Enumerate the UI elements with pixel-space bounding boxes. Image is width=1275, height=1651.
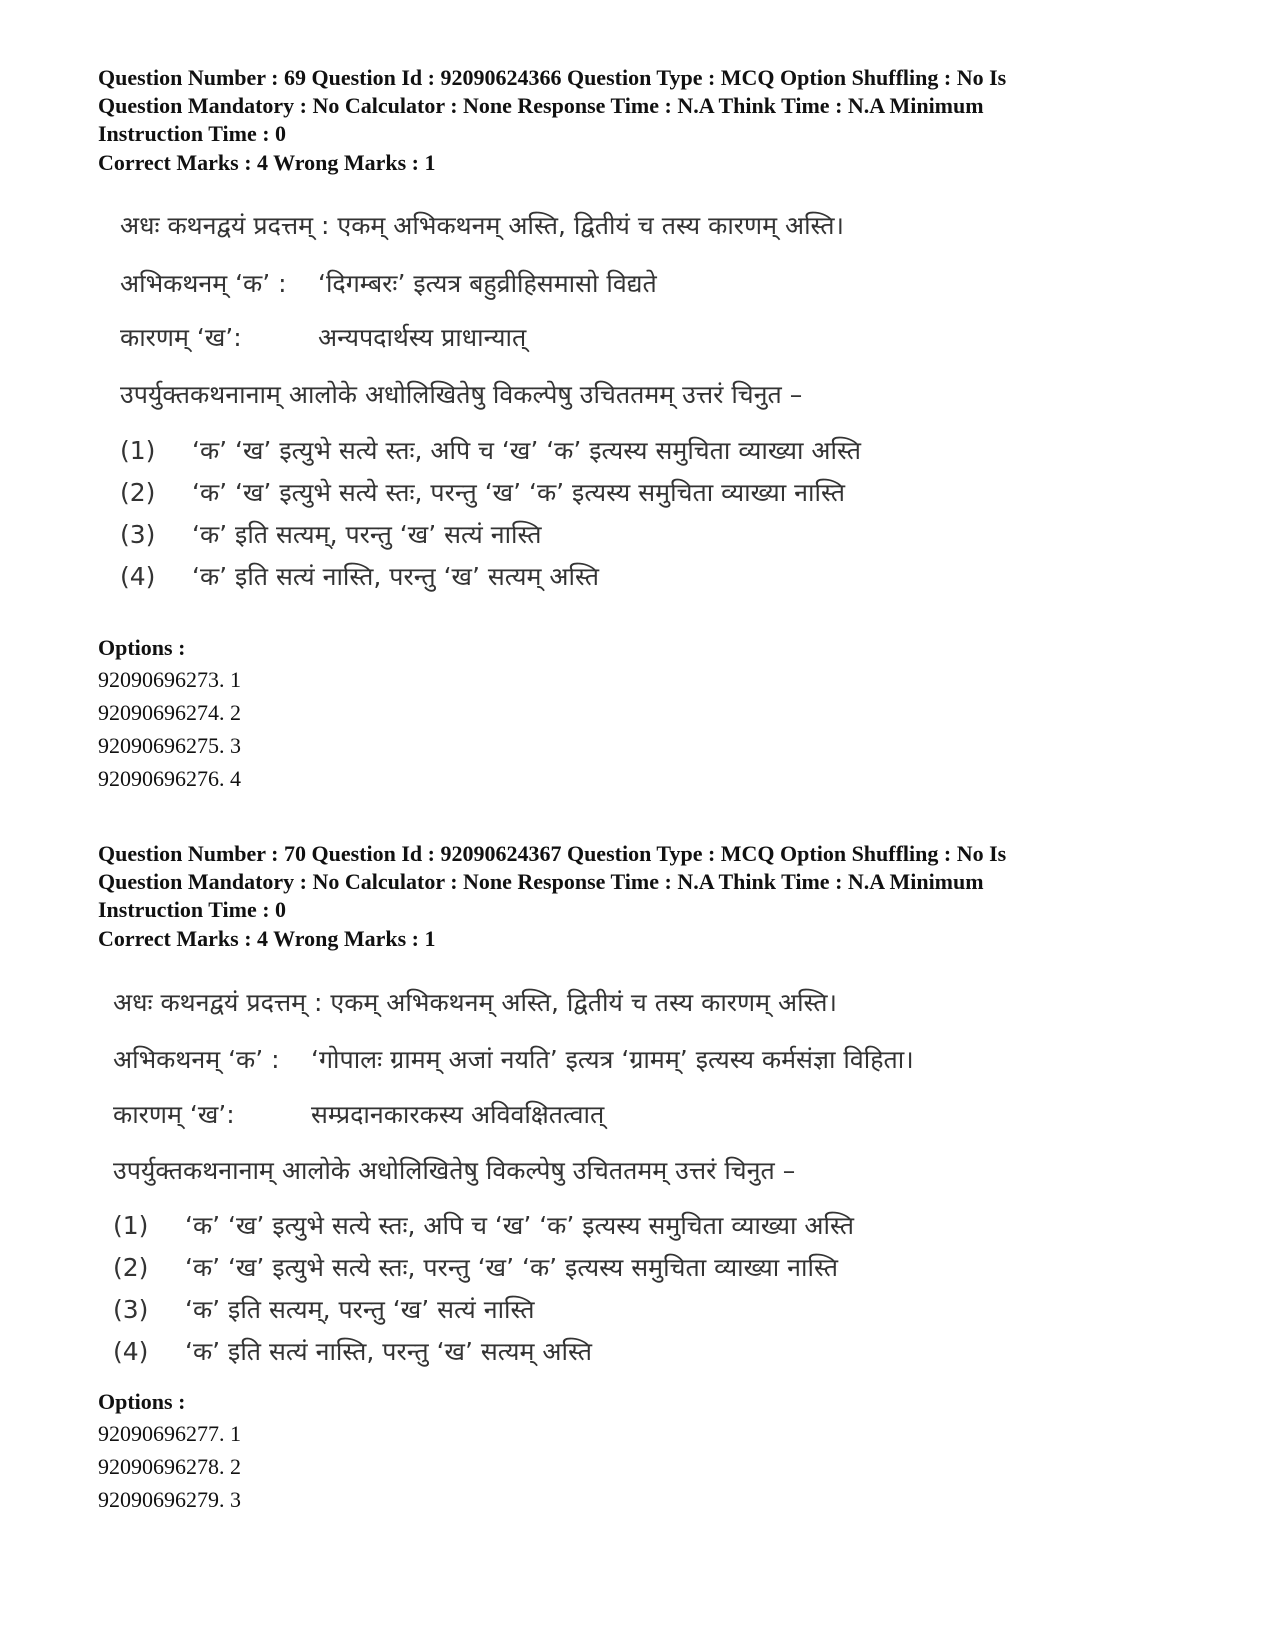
choice-item	[113, 1292, 535, 1326]
choice-number: (3)	[113, 1295, 149, 1324]
choice-text: ‘क’ ‘ख’ इत्युभे सत्ये स्तः, परन्तु ‘ख’ ‘क’ इत्यस्य समुचिता व्याख्या नास्ति	[185, 1253, 838, 1282]
header-line: Question Mandatory : No Calculator : None Response Time : N.A Think Time : N.A Minimum	[98, 869, 984, 894]
choice-number: (4)	[120, 562, 156, 591]
option-entry: 92090696274. 2	[98, 700, 241, 725]
header-line: Instruction Time : 0	[98, 121, 287, 146]
choice-number: (2)	[113, 1253, 149, 1282]
choice-text: ‘क’ इति सत्यम्, परन्तु ‘ख’ सत्यं नास्ति	[192, 520, 542, 549]
choice-number: (1)	[120, 436, 156, 465]
reason-row	[113, 1097, 604, 1131]
choice-item	[120, 475, 845, 509]
header-line: Question Number : 69 Question Id : 92090624366 Question Type : MCQ Option Shuffling : No Is	[98, 65, 1007, 90]
choice-number: (3)	[120, 520, 156, 549]
reason-row	[120, 320, 526, 354]
question-header	[98, 840, 1198, 924]
header-line: Question Mandatory : No Calculator : None Response Time : N.A Think Time : N.A Minimum	[98, 93, 984, 118]
choice-text: ‘क’ ‘ख’ इत्युभे सत्ये स्तः, अपि च ‘ख’ ‘क’ इत्यस्य समुचिता व्याख्या अस्ति	[185, 1211, 854, 1240]
reason-label: कारणम् ‘ख’:	[120, 323, 242, 352]
marks-line: Correct Marks : 4 Wrong Marks : 1	[98, 926, 436, 951]
question-header	[98, 64, 1198, 148]
choice-item	[113, 1208, 854, 1242]
assertion-label: अभिकथनम् ‘क’ :	[113, 1045, 280, 1074]
instruction-text: उपर्युक्तकथनानाम् आलोके अधोलिखितेषु विकल्पेषु उचिततमम् उत्तरं चिनुत –	[120, 380, 803, 409]
assertion-text: ‘दिगम्बरः’ इत्यत्र बहुव्रीहिसमासो विद्यते	[318, 269, 657, 298]
header-line: Question Number : 70 Question Id : 92090624367 Question Type : MCQ Option Shuffling : No Is	[98, 841, 1007, 866]
choice-item	[113, 1250, 838, 1284]
option-entry: 92090696279. 3	[98, 1487, 241, 1512]
header-line: Instruction Time : 0	[98, 897, 287, 922]
option-entry: 92090696275. 3	[98, 733, 241, 758]
reason-text: अन्यपदार्थस्य प्राधान्यात्	[318, 323, 527, 352]
question-intro: अधः कथनद्वयं प्रदत्तम् : एकम् अभिकथनम् अस्ति, द्वितीयं च तस्य कारणम् अस्ति।	[113, 988, 838, 1017]
choice-number: (2)	[120, 478, 156, 507]
choice-item	[120, 517, 542, 551]
option-entry: 92090696278. 2	[98, 1454, 241, 1479]
assertion-row	[113, 1042, 914, 1076]
assertion-label: अभिकथनम् ‘क’ :	[120, 269, 287, 298]
choice-text: ‘क’ इति सत्यम्, परन्तु ‘ख’ सत्यं नास्ति	[185, 1295, 535, 1324]
question-intro: अधः कथनद्वयं प्रदत्तम् : एकम् अभिकथनम् अस्ति, द्वितीयं च तस्य कारणम् अस्ति।	[120, 211, 845, 240]
option-entry: 92090696277. 1	[98, 1421, 241, 1446]
choice-item	[120, 433, 861, 467]
choice-item	[113, 1334, 592, 1368]
reason-label: कारणम् ‘ख’:	[113, 1100, 235, 1129]
marks-line: Correct Marks : 4 Wrong Marks : 1	[98, 150, 436, 175]
option-entry: 92090696273. 1	[98, 667, 241, 692]
choice-text: ‘क’ ‘ख’ इत्युभे सत्ये स्तः, अपि च ‘ख’ ‘क’ इत्यस्य समुचिता व्याख्या अस्ति	[192, 436, 861, 465]
options-heading: Options :	[98, 635, 186, 660]
reason-text: सम्प्रदानकारकस्य अविवक्षितत्वात्	[311, 1100, 605, 1129]
choice-number: (4)	[113, 1337, 149, 1366]
choice-item	[120, 559, 599, 593]
option-entry: 92090696276. 4	[98, 766, 241, 791]
choice-text: ‘क’ इति सत्यं नास्ति, परन्तु ‘ख’ सत्यम् अस्ति	[185, 1337, 592, 1366]
choice-text: ‘क’ ‘ख’ इत्युभे सत्ये स्तः, परन्तु ‘ख’ ‘क’ इत्यस्य समुचिता व्याख्या नास्ति	[192, 478, 845, 507]
assertion-text: ‘गोपालः ग्रामम् अजां नयति’ इत्यत्र ‘ग्रामम्’ इत्यस्य कर्मसंज्ञा विहिता।	[311, 1045, 914, 1074]
options-heading: Options :	[98, 1389, 186, 1414]
choice-number: (1)	[113, 1211, 149, 1240]
assertion-row	[120, 266, 657, 300]
instruction-text: उपर्युक्तकथनानाम् आलोके अधोलिखितेषु विकल्पेषु उचिततमम् उत्तरं चिनुत –	[113, 1156, 796, 1185]
choice-text: ‘क’ इति सत्यं नास्ति, परन्तु ‘ख’ सत्यम् अस्ति	[192, 562, 599, 591]
